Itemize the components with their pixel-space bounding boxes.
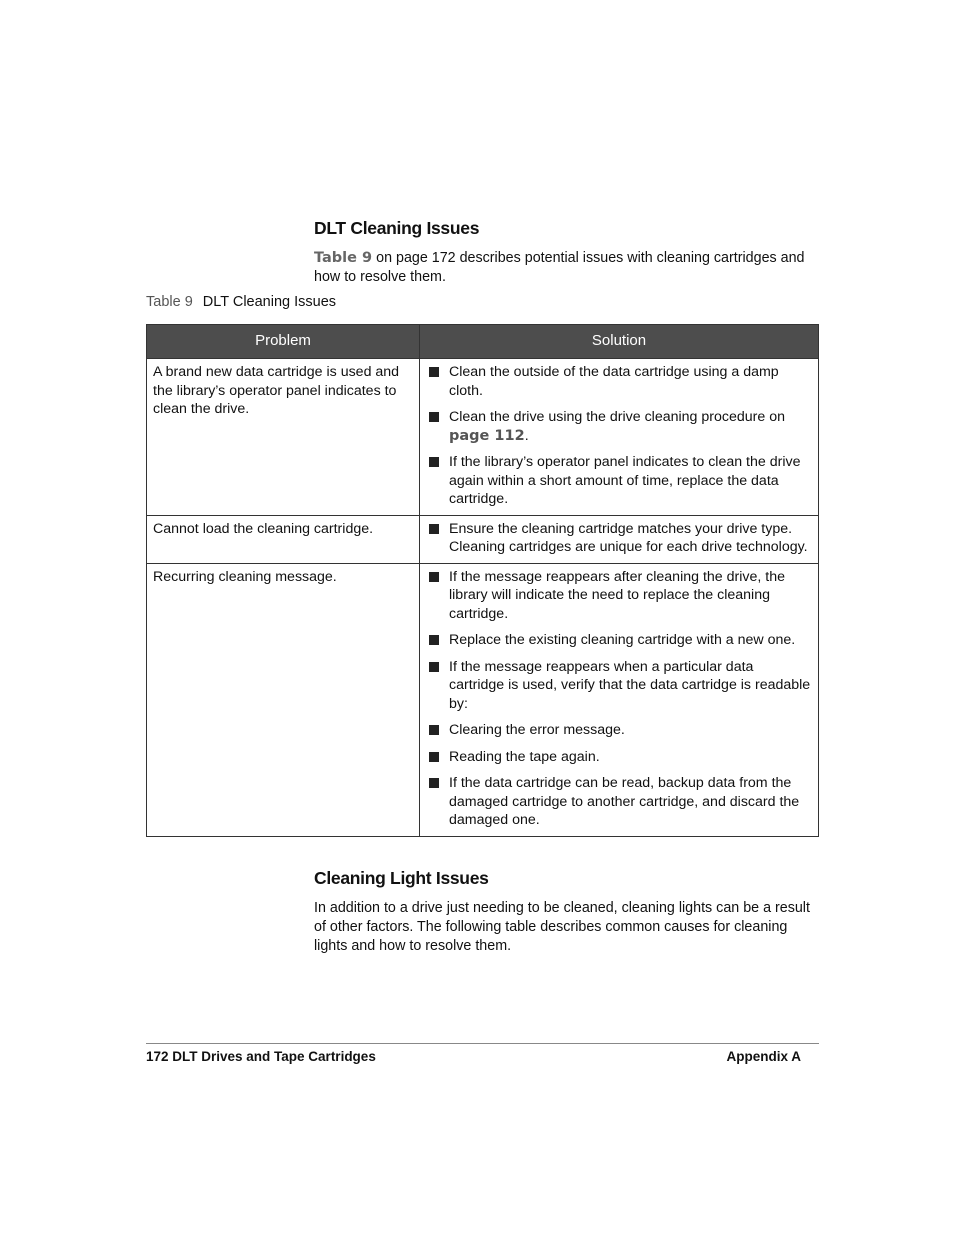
solution-item (426, 408, 812, 445)
solution-text: Clean the drive using the drive cleaning procedure on (449, 409, 785, 425)
problem-cell: A brand new data cartridge is used and the library’s operator panel indicates to clean the drive. (147, 359, 420, 516)
section-intro (314, 249, 814, 287)
solution-cell (420, 515, 819, 563)
solution-item (426, 658, 812, 714)
problem-cell: Recurring cleaning message. (147, 563, 420, 836)
square-bullet-icon (429, 367, 439, 377)
square-bullet-icon (429, 524, 439, 534)
table-cross-reference-link[interactable]: Table 9 (314, 250, 373, 266)
solution-item (426, 631, 812, 650)
solution-text: Clean the outside of the data cartridge using a damp cloth. (449, 364, 779, 399)
table-caption (146, 294, 336, 310)
solution-text: Reading the tape again. (449, 748, 600, 765)
section-intro-text: on page 172 describes potential issues with cleaning cartridges and how to resolve them. (314, 250, 805, 285)
solution-text: If the library’s operator panel indicates to clean the drive again within a short amount of time, replace the data cartridge. (449, 454, 801, 507)
solution-text: Replace the existing cleaning cartridge with a new one. (449, 632, 796, 648)
cleaning-light-paragraph: In addition to a drive just needing to be cleaned, cleaning lights can be a result of other factors. The following table describes common causes for cleaning lights and how to resolve them. (314, 900, 810, 954)
solution-text: Ensure the cleaning cartridge matches your drive type. Cleaning cartridges are unique for each drive technology. (449, 520, 808, 555)
solution-item (426, 453, 812, 509)
solution-cell (420, 359, 819, 516)
footer-page-info: 172 DLT Drives and Tape Cartridges (146, 1049, 376, 1064)
solution-list (426, 568, 812, 830)
square-bullet-icon (429, 752, 439, 762)
table-row (147, 563, 819, 836)
solution-list (426, 363, 812, 509)
solution-text: If the message reappears when a particular data cartridge is used, verify that the data cartridge is readable by: (449, 658, 811, 712)
square-bullet-icon (429, 662, 439, 672)
solution-item (426, 363, 812, 400)
footer-divider (146, 1043, 819, 1044)
square-bullet-icon (429, 778, 439, 788)
table-caption-number: Table 9 (146, 294, 193, 310)
solution-item (426, 568, 812, 624)
square-bullet-icon (429, 412, 439, 422)
section-heading-cleaning-light: Cleaning Light Issues (314, 868, 489, 888)
square-bullet-icon (429, 635, 439, 645)
table-row (147, 359, 819, 516)
solution-text-end: . (524, 427, 529, 444)
table-caption-title: DLT Cleaning Issues (202, 294, 337, 310)
cleaning-issues-table (146, 324, 819, 837)
solution-column-header: Solution (420, 325, 819, 359)
solution-text: If the message reappears after cleaning the drive, the library will indicate the need to replace the cleaning cartridge. (449, 568, 785, 622)
solution-item (426, 748, 812, 767)
solution-item (426, 721, 812, 740)
page-reference-link[interactable]: page 112 (449, 427, 525, 444)
solution-text: If the data cartridge can be read, backup data from the damaged cartridge to another cartridge, and discard the damaged one. (449, 775, 800, 828)
solution-text: Clearing the error message. (449, 722, 625, 738)
solution-item (426, 774, 812, 830)
table-body (147, 359, 819, 837)
table-row (147, 515, 819, 563)
problem-column-header: Problem (147, 325, 420, 359)
square-bullet-icon (429, 725, 439, 735)
table-header-row (147, 325, 819, 359)
footer-appendix: Appendix A (726, 1049, 801, 1064)
section-heading-dlt-cleaning: DLT Cleaning Issues (314, 218, 480, 238)
square-bullet-icon (429, 572, 439, 582)
solution-cell (420, 563, 819, 836)
problem-cell: Cannot load the cleaning cartridge. (147, 515, 420, 563)
solution-item (426, 520, 812, 557)
square-bullet-icon (429, 457, 439, 467)
solution-list (426, 520, 812, 557)
